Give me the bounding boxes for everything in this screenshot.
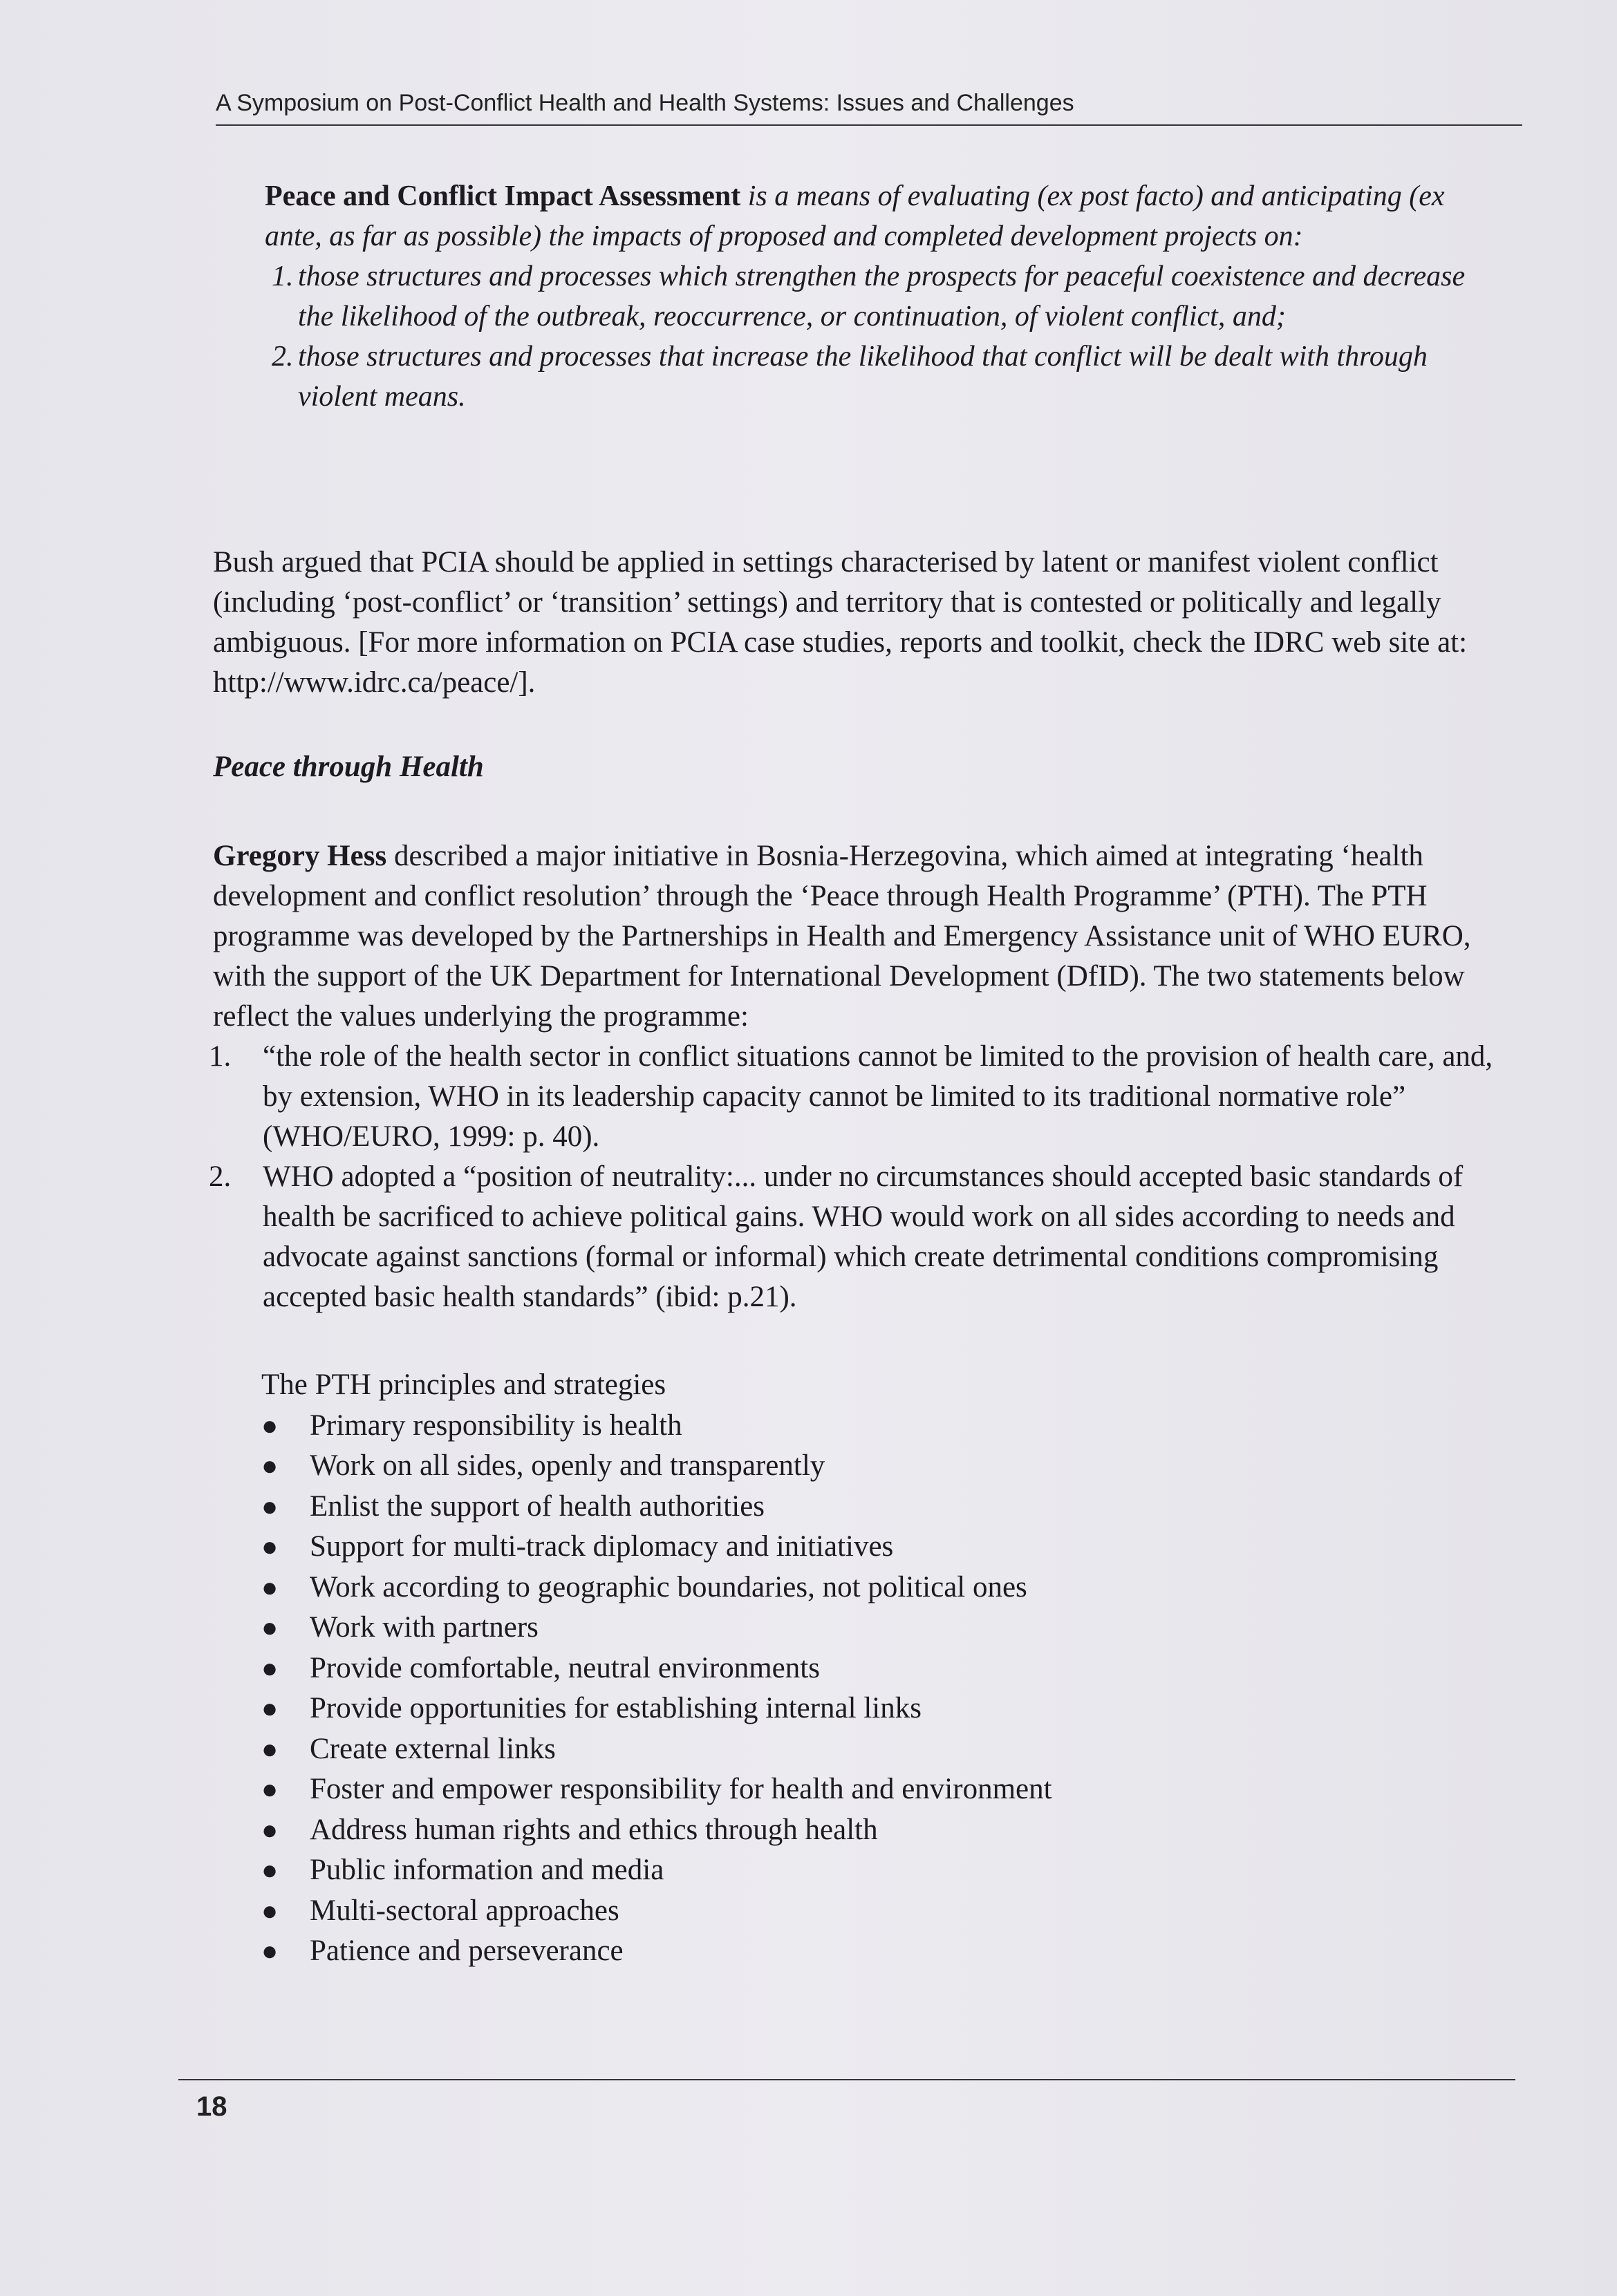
statement-text: “the role of the health sector in conflict situations cannot be limited to the provision of health care, and, by extension, WHO in its leadership capacity cannot be limited to its traditional normative role” (WHO/EURO, 1999: p. 40). bbox=[263, 1040, 1493, 1153]
principle-item bbox=[261, 1850, 1437, 1891]
statement-item bbox=[209, 1157, 1522, 1317]
principle-text: Foster and empower responsibility for health and environment bbox=[310, 1773, 1052, 1805]
running-header: A Symposium on Post-Conflict Health and Health Systems: Issues and Challenges bbox=[216, 90, 1074, 116]
bullet-icon: ● bbox=[261, 1814, 279, 1845]
principle-item bbox=[261, 1891, 1437, 1932]
pcia-list-item bbox=[265, 337, 1495, 417]
principle-text: Work with partners bbox=[310, 1611, 539, 1644]
bullet-icon: ● bbox=[261, 1409, 279, 1441]
pcia-list bbox=[265, 256, 1495, 417]
page-number: 18 bbox=[196, 2091, 227, 2122]
bullet-icon: ● bbox=[261, 1571, 279, 1603]
bullet-icon: ● bbox=[261, 1531, 279, 1562]
principle-item bbox=[261, 1568, 1437, 1608]
header-rule bbox=[216, 124, 1522, 126]
principle-item bbox=[261, 1608, 1437, 1648]
principles-list bbox=[261, 1406, 1437, 1972]
principle-text: Work according to geographic boundaries, not political ones bbox=[310, 1570, 1027, 1603]
hess-statements-list bbox=[209, 1037, 1522, 1317]
statement-text: WHO adopted a “position of neutrality:... under no circumstances should accepted basic standards of health be sacrificed to achieve political gains. WHO would work on all sides according to needs and advocate against sanctions (formal or informal) which create detrimental conditions compromising accepted basic health standards” (ibid: p.21). bbox=[263, 1160, 1464, 1313]
principle-item bbox=[261, 1931, 1437, 1972]
hess-text: described a major initiative in Bosnia-Herzegovina, which aimed at integrating ‘health development and conflict resolution’ through the ‘Peace through Health Programme’ (PTH). The PTH programme was developed by the Partnerships in Health and Emergency Assistance unit of WHO EURO, with the support of the UK Department for International Development (DfID). The two statements below reflect the values underlying the programme: bbox=[213, 840, 1471, 1033]
bullet-icon: ● bbox=[261, 1935, 279, 1966]
bullet-icon: ● bbox=[261, 1854, 279, 1885]
bush-paragraph: Bush argued that PCIA should be applied in settings characterised by latent or manifest violent conflict (including ‘post-conflict’ or ‘transition’ settings) and territory that is contested or politically and legally ambiguous. [For more information on PCIA case studies, reports and toolkit, check the IDRC web site at: http://www.idrc.ca/peace/]. bbox=[213, 546, 1468, 699]
principle-text: Multi-sectoral approaches bbox=[310, 1894, 619, 1927]
bullet-icon: ● bbox=[261, 1733, 279, 1765]
principle-item bbox=[261, 1648, 1437, 1689]
principle-text: Create external links bbox=[310, 1732, 556, 1765]
principle-item bbox=[261, 1688, 1437, 1729]
pcia-definition bbox=[265, 176, 1495, 256]
list-number: 1. bbox=[272, 261, 294, 292]
list-item-text: those structures and processes that increase the likelihood that conflict will be dealt with through violent means. bbox=[298, 341, 1428, 413]
pth-principles bbox=[261, 1365, 1437, 1972]
principle-text: Public information and media bbox=[310, 1854, 664, 1886]
bullet-icon: ● bbox=[261, 1652, 279, 1684]
statement-item bbox=[209, 1037, 1522, 1157]
pcia-lead-term: Peace and Conflict Impact Assessment bbox=[265, 180, 741, 212]
bullet-icon: ● bbox=[261, 1894, 279, 1926]
list-number: 2. bbox=[272, 341, 294, 373]
hess-name: Gregory Hess bbox=[213, 840, 387, 872]
bullet-icon: ● bbox=[261, 1490, 279, 1522]
principle-item bbox=[261, 1406, 1437, 1447]
list-item-text: those structures and processes which strengthen the prospects for peaceful coexistence and decrease the likelihood of the outbreak, reoccurrence, or continuation, of violent conflict, and; bbox=[298, 261, 1466, 332]
bullet-icon: ● bbox=[261, 1773, 279, 1805]
principle-text: Provide opportunities for establishing internal links bbox=[310, 1692, 922, 1724]
principle-text: Primary responsibility is health bbox=[310, 1409, 682, 1442]
list-number: 1. bbox=[209, 1040, 232, 1073]
principle-text: Address human rights and ethics through health bbox=[310, 1813, 878, 1846]
principle-item bbox=[261, 1446, 1437, 1487]
principle-text: Support for multi-track diplomacy and initiatives bbox=[310, 1530, 894, 1563]
bullet-icon: ● bbox=[261, 1612, 279, 1643]
principle-item bbox=[261, 1527, 1437, 1568]
principle-item bbox=[261, 1487, 1437, 1527]
principle-text: Enlist the support of health authorities bbox=[310, 1489, 765, 1523]
principle-item bbox=[261, 1769, 1437, 1810]
principle-item bbox=[261, 1810, 1437, 1851]
hess-paragraph bbox=[213, 836, 1520, 1037]
pcia-list-item bbox=[265, 256, 1495, 337]
footer-rule bbox=[178, 2079, 1515, 2080]
bullet-icon: ● bbox=[261, 1450, 279, 1481]
list-number: 2. bbox=[209, 1160, 232, 1193]
principle-text: Patience and perseverance bbox=[310, 1935, 624, 1967]
principles-title: The PTH principles and strategies bbox=[261, 1368, 666, 1401]
section-heading: Peace through Health bbox=[213, 751, 484, 783]
pcia-definition-text: is a means of evaluating (ex post facto) and anticipating (ex ante, as far as possible) the impacts of proposed and completed development projects on: bbox=[265, 180, 1445, 252]
principle-item bbox=[261, 1729, 1437, 1770]
pcia-definition-block bbox=[265, 176, 1495, 417]
principle-text: Provide comfortable, neutral environments bbox=[310, 1651, 820, 1684]
bullet-icon: ● bbox=[261, 1693, 279, 1724]
principle-text: Work on all sides, openly and transparently bbox=[310, 1449, 825, 1482]
